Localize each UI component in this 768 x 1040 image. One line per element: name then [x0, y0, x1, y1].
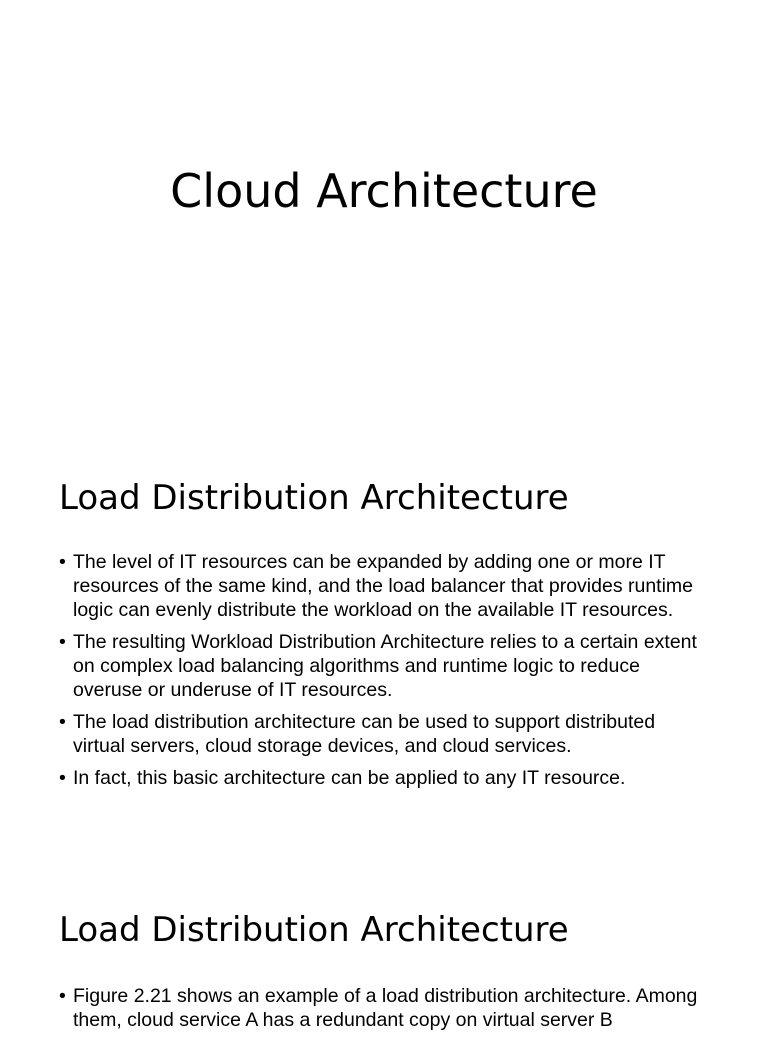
- deck-title: Cloud Architecture: [170, 164, 598, 218]
- bullet-item: • In fact, this basic architecture can be applied to any IT resource.: [59, 766, 709, 790]
- title-slide: [0, 0, 768, 432]
- content-slide-load-distribution-example: [0, 864, 768, 1031]
- content-slide-load-distribution: [0, 432, 768, 864]
- bullet-item: • The load distribution architecture can be used to support distributed virtual servers, cloud storage devices, and cloud services.: [59, 710, 709, 758]
- bullet-list: [59, 550, 709, 798]
- slide-title: Load Distribution Architecture: [59, 478, 569, 518]
- bullet-list: [59, 984, 709, 1040]
- slide-title: Load Distribution Architecture: [59, 910, 569, 950]
- bullet-item: • The level of IT resources can be expanded by adding one or more IT resources of the same kind, and the load balancer that provides runtime logic can evenly distribute the workload on the available IT resources.: [59, 550, 709, 622]
- bullet-item: • Figure 2.21 shows an example of a load distribution architecture. Among them, cloud service A has a redundant copy on virtual server B: [59, 984, 709, 1032]
- bullet-item: • The resulting Workload Distribution Architecture relies to a certain extent on complex load balancing algorithms and runtime logic to reduce overuse or underuse of IT resources.: [59, 630, 709, 702]
